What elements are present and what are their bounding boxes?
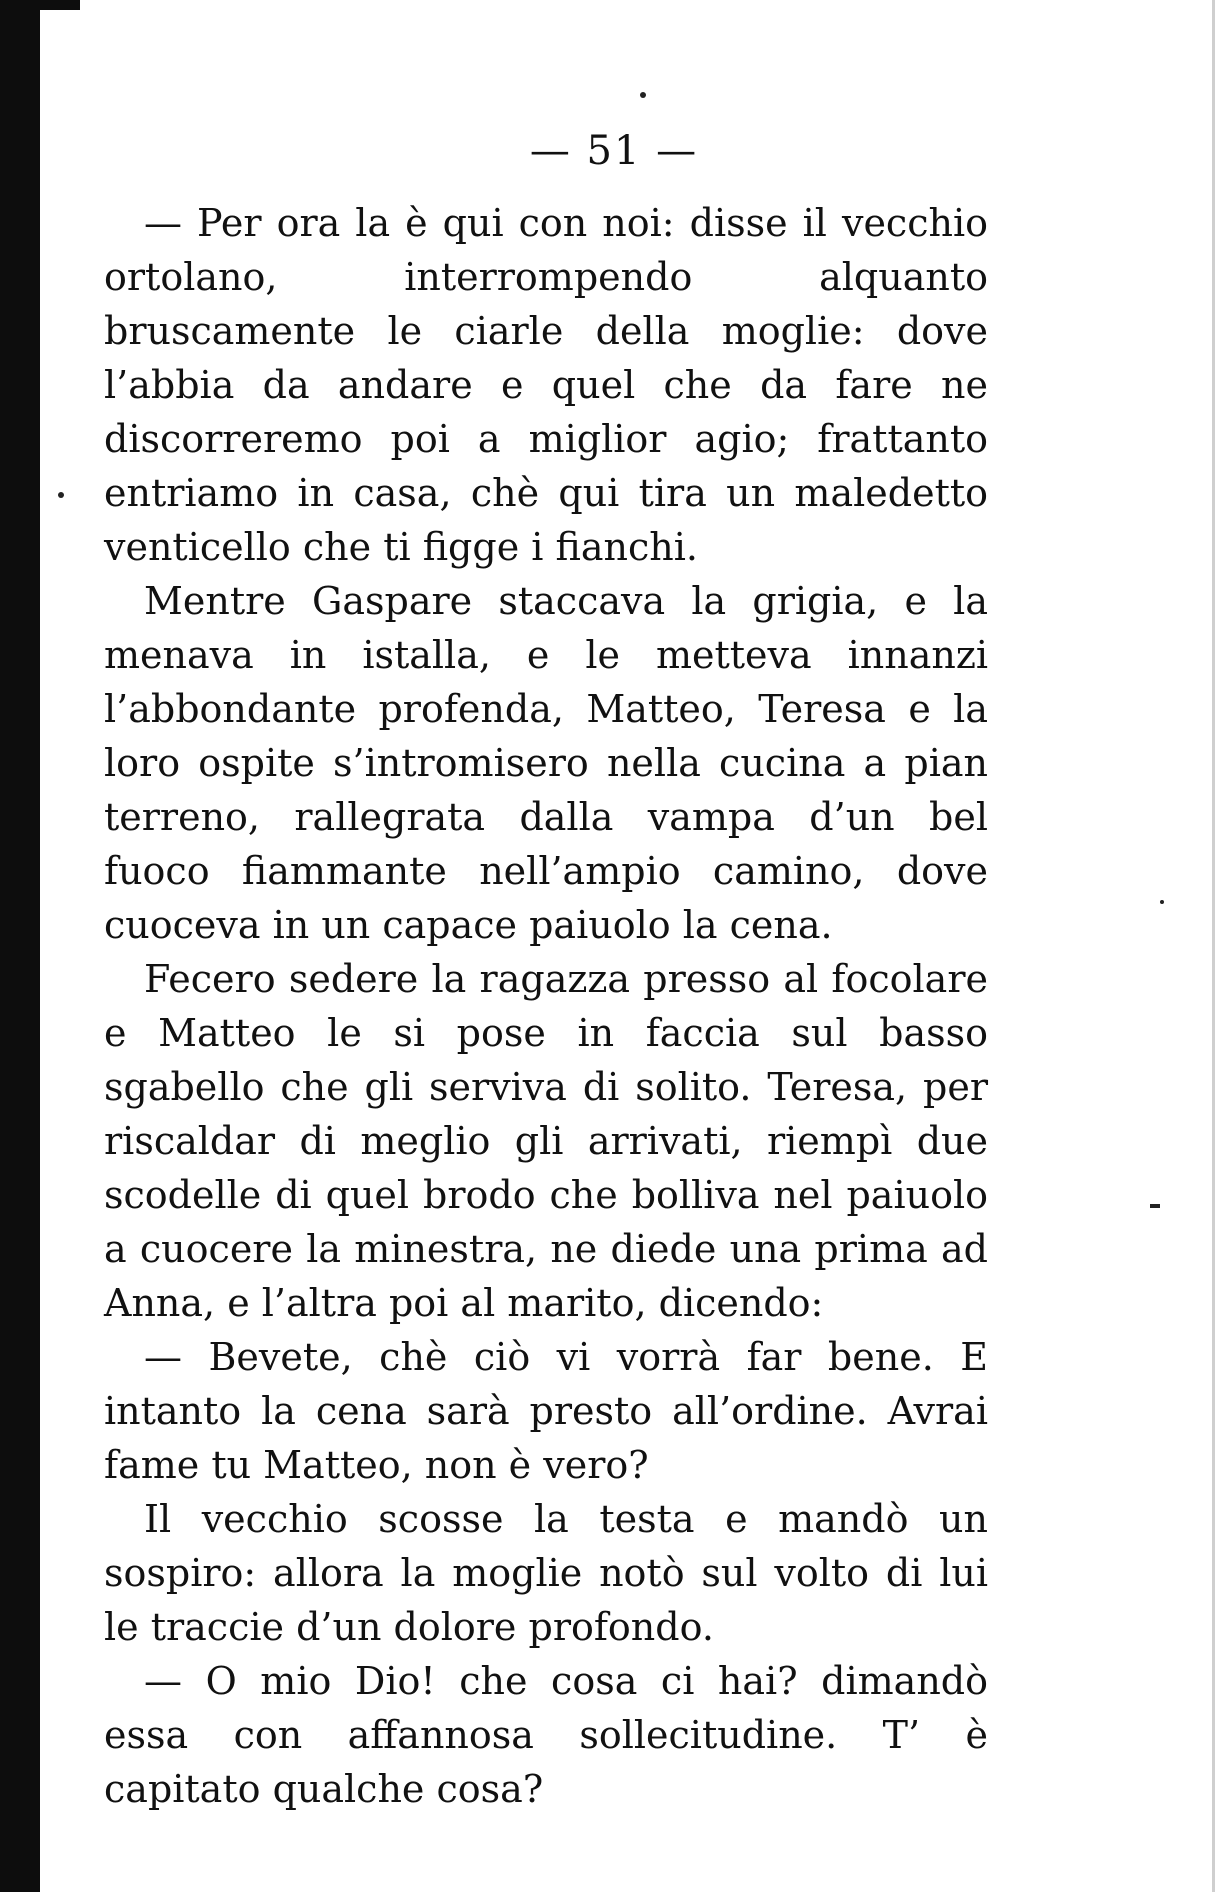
- scan-speck: [1160, 900, 1164, 904]
- page-body: [104, 196, 988, 1816]
- paragraph: — Bevete, chè ciò vi vorrà far bene. E intanto la cena sarà presto all’ordine. Avrai fame tu Matteo, non è vero?: [104, 1335, 988, 1487]
- page-number: — 51 —: [529, 128, 699, 174]
- scan-top-border: [0, 0, 80, 10]
- paragraph: Fecero sedere la ragazza presso al focolare e Matteo le si pose in faccia sul basso sgabello che gli serviva di solito. Teresa, per riscaldar di meglio gli arrivati, riempì due scodelle di quel brodo che bolliva nel paiuolo a cuocere la minestra, ne diede una prima ad Anna, e l’altra poi al marito, dicendo:: [104, 957, 988, 1325]
- scan-speck: [640, 92, 646, 98]
- paragraph: Il vecchio scosse la testa e mandò un sospiro: allora la moglie notò sul volto di lui le traccie d’un dolore profondo.: [104, 1497, 988, 1649]
- paragraph: — Per ora la è qui con noi: disse il vecchio ortolano, interrompendo alquanto bruscamente le ciarle della moglie: dove l’abbia da andare e quel che da fare ne discorreremo poi a miglior agio; frattanto entriamo in casa, chè qui tira un maledetto venticello che ti figge i fianchi.: [104, 201, 988, 569]
- paragraph: Mentre Gaspare staccava la grigia, e la menava in istalla, e le metteva innanzi l’abbondante profenda, Matteo, Teresa e la loro ospite s’intromisero nella cucina a pian terreno, rallegrata dalla vampa d’un bel fuoco fiammante nell’ampio camino, dove cuoceva in un capace paiuolo la cena.: [104, 579, 988, 947]
- scan-left-border: [0, 0, 40, 1892]
- scan-right-edge: [1212, 0, 1215, 1892]
- scan-speck: [1150, 1204, 1160, 1208]
- scan-speck: [58, 492, 64, 498]
- paragraph: — O mio Dio! che cosa ci hai? dimandò essa con affannosa sollecitudine. T’ è capitato qualche cosa?: [104, 1659, 988, 1811]
